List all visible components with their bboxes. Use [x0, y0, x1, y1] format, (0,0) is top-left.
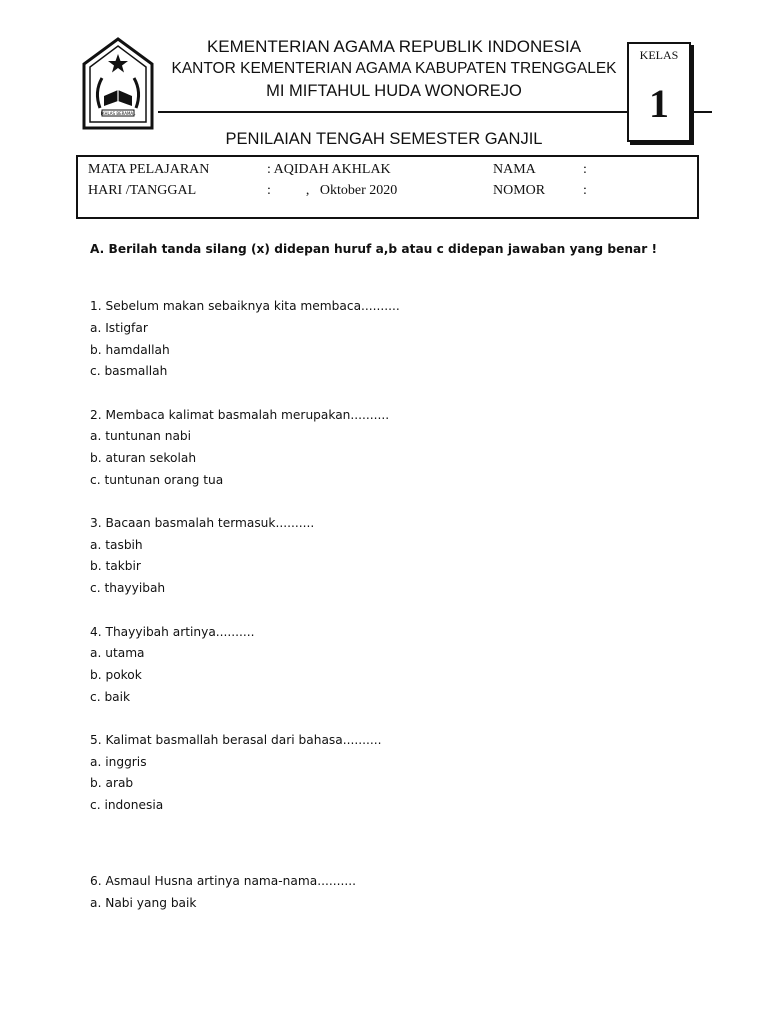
- option-3b[interactable]: b. takbir: [90, 559, 141, 573]
- class-box: [627, 42, 691, 142]
- date-value: : , Oktober 2020: [267, 183, 398, 198]
- option-2b[interactable]: b. aturan sekolah: [90, 451, 197, 465]
- header-divider-right: [690, 111, 712, 113]
- number-field[interactable]: :: [583, 183, 587, 198]
- question-4: 4. Thayyibah artinya..........: [90, 625, 255, 639]
- option-3c[interactable]: c. thayyibah: [90, 581, 166, 595]
- option-3a[interactable]: a. tasbih: [90, 538, 143, 552]
- school-name: MI MIFTAHUL HUDA WONOREJO: [266, 82, 522, 100]
- option-4c[interactable]: c. baik: [90, 690, 131, 704]
- option-5b[interactable]: b. arab: [90, 776, 134, 790]
- option-5a[interactable]: a. inggris: [90, 755, 147, 769]
- number-label: NOMOR: [493, 183, 546, 198]
- exam-title: PENILAIAN TENGAH SEMESTER GANJIL: [225, 130, 543, 148]
- date-label: HARI /TANGGAL: [88, 183, 197, 198]
- question-6: 6. Asmaul Husna artinya nama-nama..........: [90, 874, 356, 888]
- name-label: NAMA: [493, 162, 536, 177]
- ministry-title: KEMENTERIAN AGAMA REPUBLIK INDONESIA: [206, 37, 582, 56]
- question-5: 5. Kalimat basmallah berasal dari bahasa..........: [90, 733, 382, 747]
- option-6a[interactable]: a. Nabi yang baik: [90, 896, 197, 910]
- option-5c[interactable]: c. indonesia: [90, 798, 164, 812]
- option-1c[interactable]: c. basmallah: [90, 364, 168, 378]
- question-1: 1. Sebelum makan sebaiknya kita membaca..........: [90, 299, 400, 313]
- option-2c[interactable]: c. tuntunan orang tua: [90, 473, 224, 487]
- instruction: A. Berilah tanda silang (x) didepan huruf a,b atau c didepan jawaban yang benar !: [90, 242, 658, 256]
- question-3: 3. Bacaan basmalah termasuk..........: [90, 516, 315, 530]
- kemenag-emblem-icon: [80, 36, 156, 132]
- class-label: KELAS: [639, 48, 679, 62]
- option-4b[interactable]: b. pokok: [90, 668, 142, 682]
- class-number: 1: [649, 81, 669, 126]
- option-1b[interactable]: b. hamdallah: [90, 343, 170, 357]
- header-divider: [158, 111, 628, 113]
- option-1a[interactable]: a. Istigfar: [90, 321, 148, 335]
- question-2: 2. Membaca kalimat basmalah merupakan..........: [90, 408, 390, 422]
- student-info-box: [76, 155, 699, 219]
- logo-motto-text: IKHLAS BERAMAL: [100, 111, 136, 116]
- name-field[interactable]: :: [583, 162, 587, 177]
- option-2a[interactable]: a. tuntunan nabi: [90, 429, 192, 443]
- subject-label: MATA PELAJARAN: [88, 162, 210, 177]
- subject-value: : AQIDAH AKHLAK: [267, 162, 391, 177]
- office-title: KANTOR KEMENTERIAN AGAMA KABUPATEN TRENGGALEK: [171, 60, 617, 77]
- option-4a[interactable]: a. utama: [90, 646, 145, 660]
